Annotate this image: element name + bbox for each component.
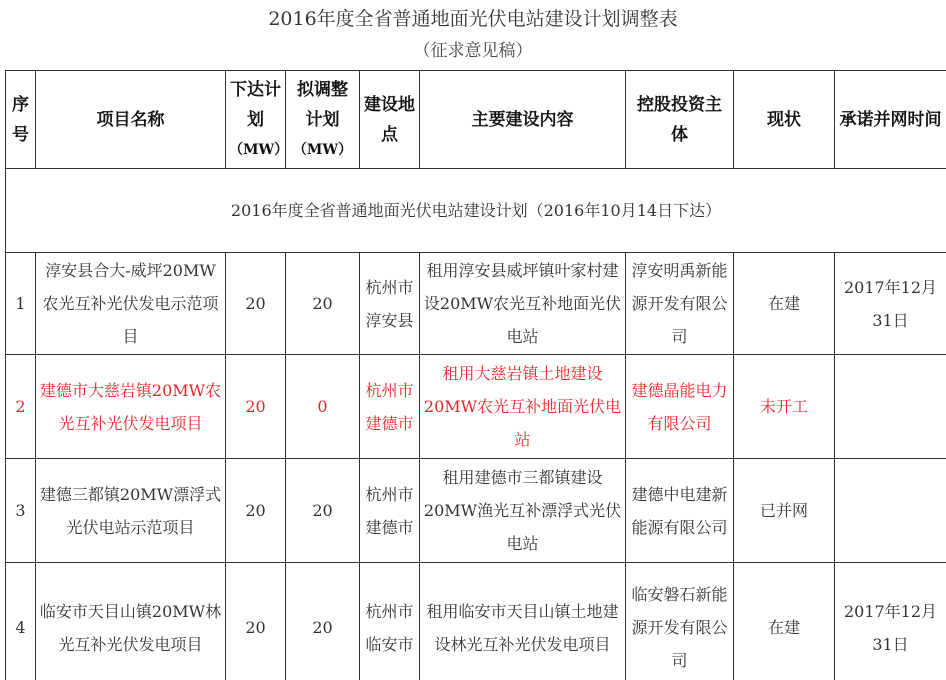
cell-plan: 20 [226,355,286,459]
header-adj-label: 拟调整计划 [297,79,348,130]
cell-adj: 20 [286,563,360,680]
page-subtitle: （征求意见稿） [413,41,533,61]
cell-investor: 淳安明禹新能源开发有限公司 [626,253,734,355]
table-row [6,355,946,459]
header-plan-label: 下达计划 [230,79,281,130]
cell-adj: 0 [286,355,360,459]
header-adj-unit: （MW） [292,141,353,158]
cell-content: 租用大慈岩镇土地建设20MW农光互补地面光伏电站 [420,355,626,459]
header-location: 建设地点 [360,71,420,169]
header-seq: 序号 [6,71,36,169]
cell-name: 临安市天目山镇20MW林光互补光伏发电项目 [36,563,226,680]
cell-grid-date: 2017年12月31日 [835,253,946,355]
cell-investor: 建德中电建新能源有限公司 [626,459,734,563]
table-row [6,253,946,355]
section-title: 2016年度全省普通地面光伏电站建设计划（2016年10月14日下达） [6,169,946,253]
cell-seq: 3 [6,459,36,563]
cell-plan: 20 [226,253,286,355]
cell-status: 未开工 [734,355,835,459]
table-row [6,459,946,563]
cell-investor: 临安磐石新能源开发有限公司 [626,563,734,680]
cell-content: 租用临安市天目山镇土地建设林光互补光伏发电项目 [420,563,626,680]
header-status: 现状 [734,71,835,169]
header-grid-date: 承诺并网时间 [835,71,946,169]
cell-adj: 20 [286,459,360,563]
table-row [6,563,946,680]
cell-location: 杭州市建德市 [360,355,420,459]
header-name: 项目名称 [36,71,226,169]
cell-name: 建德三都镇20MW漂浮式光伏电站示范项目 [36,459,226,563]
cell-grid-date [835,459,946,563]
cell-seq: 2 [6,355,36,459]
cell-grid-date: 2017年12月31日 [835,563,946,680]
cell-status: 在建 [734,253,835,355]
table-header-row [6,71,946,169]
cell-seq: 4 [6,563,36,680]
cell-plan: 20 [226,563,286,680]
header-content: 主要建设内容 [420,71,626,169]
cell-status: 在建 [734,563,835,680]
header-plan-unit: （MW） [229,141,289,158]
cell-name: 建德市大慈岩镇20MW农光互补光伏发电项目 [36,355,226,459]
cell-grid-date [835,355,946,459]
cell-seq: 1 [6,253,36,355]
cell-plan: 20 [226,459,286,563]
cell-content: 租用淳安县威坪镇叶家村建设20MW农光互补地面光伏电站 [420,253,626,355]
cell-status: 已并网 [734,459,835,563]
header-investor: 控股投资主体 [626,71,734,169]
cell-location: 杭州市建德市 [360,459,420,563]
header-plan [226,71,289,169]
cell-content: 租用建德市三都镇建设20MW渔光互补漂浮式光伏电站 [420,459,626,563]
plan-adjustment-table [5,70,946,680]
header-adjusted-plan [286,71,360,169]
cell-name: 淳安县合大-威坪20MW农光互补光伏发电示范项目 [36,253,226,355]
page-title: 2016年度全省普通地面光伏电站建设计划调整表 [268,8,678,30]
cell-location: 杭州市淳安县 [360,253,420,355]
section-row [6,169,946,253]
cell-location: 杭州市临安市 [360,563,420,680]
cell-investor: 建德晶能电力有限公司 [626,355,734,459]
cell-adj: 20 [286,253,360,355]
